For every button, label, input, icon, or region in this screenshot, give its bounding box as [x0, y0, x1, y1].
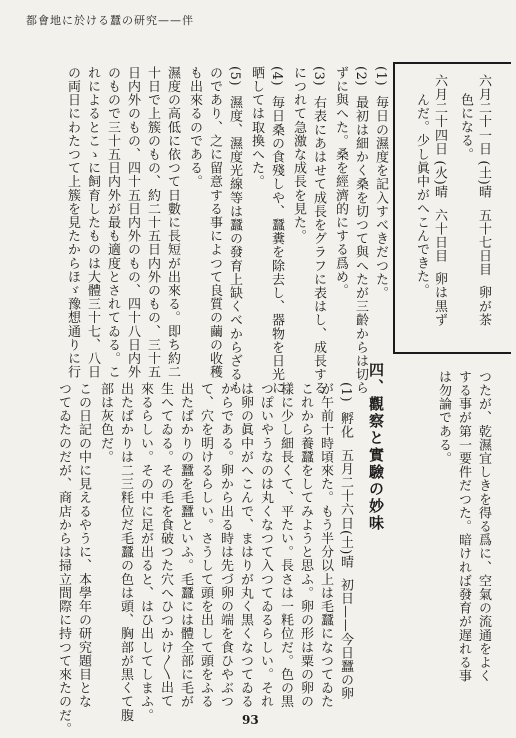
hatch-line-10: 生へてゐる。その毛を食破つた穴へひつかけ〳〵出て — [158, 382, 173, 708]
paragraph-line-1: 濕度の高低に依つて日數に長短が出來る。即ち約二 — [165, 66, 180, 379]
item-5: (5) 濕度、濕度光線等は蠶の發育上缺くべからざるも — [227, 66, 242, 395]
item-1: (1) 毎日の濕度を記入すべきだつた。 — [373, 66, 388, 300]
item-4-cont: 晒しては取換へた。 — [249, 66, 264, 189]
paragraph-line-2: 十日で上簇のもの、約二十五日内外のもの、三十五 — [145, 66, 160, 379]
page-number: 93 — [242, 713, 259, 727]
hatch-line-2: が午前十時頃來た。もう半分以上は毛蠶になつてゐた — [318, 382, 333, 709]
box-line-2: 色になる。 — [458, 74, 473, 161]
hatch-line-1: (1) 孵化 五月二十六日(土)晴 初日——今日蠶の卵 — [338, 382, 353, 701]
paragraph-line-6: の両日にわたつて上簇を見たからほゞ豫想通りに行 — [65, 66, 80, 379]
item-4: (4) 毎日桑の食殘しや、蠶糞を除去し、器物を日光に — [269, 66, 284, 395]
box-border-bottom — [393, 352, 511, 354]
box-border-left — [393, 62, 395, 354]
tail-line-3: は勿論である。 — [436, 370, 451, 466]
item-3-cont: につれて急激な成長を見た。 — [291, 66, 306, 243]
tail-line-1: つたが、乾濕宜しきを得る爲に、空氣の流通をよく — [476, 370, 491, 683]
item-3: (3) 右表にあはせて成長をグラフに表はし、成長する — [311, 66, 326, 395]
hatch-line-5: つぽいやうなのは丸くなつて入つてゐるらしい。それ — [258, 382, 273, 709]
diary-note-line-1: この日記の中に見えるやうに、本學年の研究題目とな — [76, 382, 91, 709]
running-header: 都會地に於ける蠶の研究——伴 — [26, 14, 194, 27]
paragraph-line-3: 日内外のもの、四十五日内外のもの、四十八日内外 — [125, 66, 140, 379]
hatch-line-6: は卵の眞中がへこんで、まはりが丸く黒くなつてゐる — [238, 382, 253, 709]
paragraph-line-4: のもので三十五日内外が最も適度とされてゐる。こ — [105, 66, 120, 379]
hatch-line-13: 部は灰色だ。 — [98, 382, 113, 464]
box-border-top — [393, 62, 511, 64]
item-5-cont-2: も出來るのである。 — [187, 66, 202, 189]
diary-note-line-2: つてゐたのだが、商店からは掃立間際に持つて來たのだ。 — [56, 382, 71, 736]
item-2-cont: ずに與へた。桑を經濟的にする爲め。 — [333, 66, 348, 298]
section-heading: 四、觀察と實驗の妙味 — [367, 362, 385, 532]
hatch-line-9: 出たばかりの蠶を毛蠶といふ。毛蠶には體全部に毛が — [178, 382, 193, 709]
box-line-4: んだ。少し眞中がへこんできた。 — [414, 74, 429, 297]
hatch-line-8: て、穴を明けるらしい。さうして頭を出して頭をふる — [198, 382, 213, 709]
hatch-line-11: 來るらしい。その中に足が出ると、はひ出してしまふ。 — [138, 382, 153, 722]
paragraph-line-5: れによるとこゝに飼育したものは大體三十七、八日 — [85, 66, 100, 379]
box-line-3: 六月二十四日 (火)晴 六十日目 卵は黒ず — [432, 74, 447, 327]
hatch-line-3: これから養蠶をしてみようと思ふ。卵の形は粟の卵の — [298, 382, 313, 709]
tail-line-2: する事が第一要件だつた。暗ければ發育が遅れる事 — [456, 370, 471, 683]
hatch-line-4: 樣に少し細長くて、平たい。長さは一粍位だ。色の黒 — [278, 382, 293, 709]
box-line-1: 六月二十一日 (土)晴 五十七日目 卵が茶 — [476, 74, 491, 327]
item-2: (2) 最初は細かく桑を切つて與へたが三齡からは切ら — [353, 66, 368, 395]
hatch-line-12: 出たばかりは二三粍位だ毛蠶の色は頭、胸部が黒くて腹 — [118, 382, 133, 722]
hatch-line-7: からである。卵から出る時は先づ卵の端を食ひやぶつ — [218, 382, 233, 709]
item-5-cont-1: のであり、之に留意する事によつて良質の繭の收穫 — [207, 66, 222, 379]
